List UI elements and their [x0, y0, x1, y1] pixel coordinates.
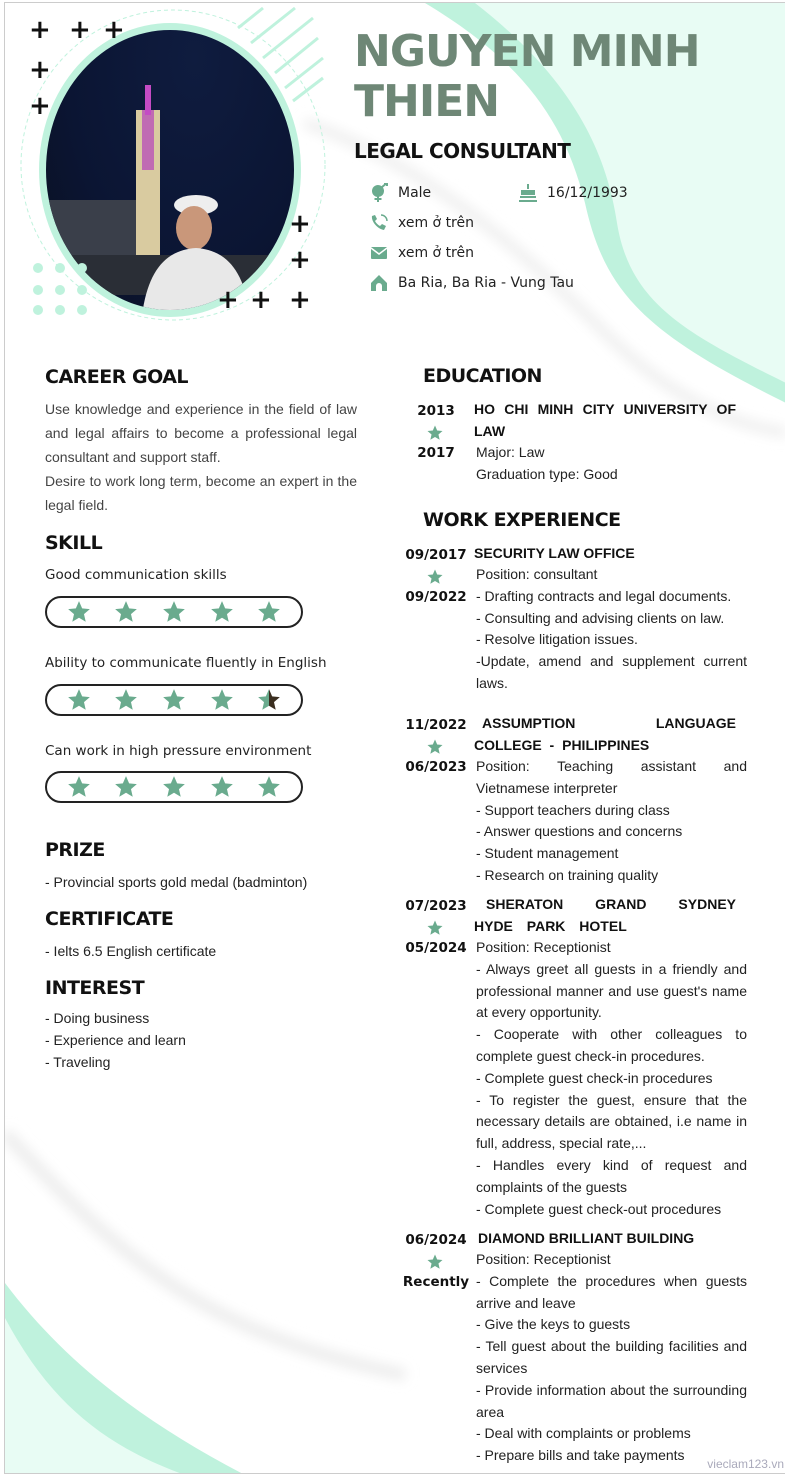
job-duty: - Provide information about the surrounding area — [476, 1381, 747, 1420]
prize-item: - Provincial sports gold medal (badminton) — [45, 874, 308, 890]
email-value: xem ở trên — [398, 245, 474, 261]
prize-heading: PRIZE — [45, 839, 105, 861]
interest-list — [45, 1007, 186, 1073]
star-icon — [66, 774, 92, 800]
star-icon — [113, 687, 139, 713]
job-title: LEGAL CONSULTANT — [354, 139, 571, 163]
plus-decoration: + — [289, 285, 311, 315]
star-icon — [256, 599, 282, 625]
timeline-star-icon — [426, 1253, 444, 1271]
birthday-row — [518, 183, 628, 203]
email-icon — [369, 243, 389, 263]
certificate-item: - Ielts 6.5 English certificate — [45, 943, 217, 959]
gender-row — [369, 183, 431, 203]
cake-icon — [518, 183, 538, 203]
star-icon — [256, 774, 282, 800]
star-icon — [66, 599, 92, 625]
plus-decoration: + — [289, 245, 311, 275]
job-duty: - Support teachers during class — [476, 801, 670, 818]
phone-icon — [369, 213, 389, 233]
job-duty: - Handles every kind of request and complaints of the guests — [476, 1156, 747, 1195]
education-major: Major: Law — [476, 444, 545, 460]
interest-item: - Traveling — [45, 1054, 111, 1070]
name-line-2: THIEN — [354, 76, 500, 127]
job-position: Position: consultant — [476, 566, 598, 582]
job-end-date: 05/2024 — [405, 940, 467, 956]
job-duty: - Complete guest check-out procedures — [476, 1200, 722, 1217]
career-goal-text — [45, 397, 357, 517]
skill-label: Ability to communicate fluently in English — [45, 655, 327, 671]
company-name: SHERATON GRAND SYDNEY HYDE PARK HOTEL — [474, 896, 736, 934]
star-icon — [113, 599, 139, 625]
education-details — [476, 442, 746, 486]
job-duty: - Resolve litigation issues. — [476, 631, 638, 648]
plus-decoration: + — [29, 91, 51, 121]
phone-value: xem ở trên — [398, 215, 474, 231]
plus-decoration: + — [217, 285, 239, 315]
job-duty: - Deal with complaints or problems — [476, 1425, 691, 1442]
job-duty: - Give the keys to guests — [476, 1316, 631, 1333]
job-details — [476, 937, 747, 1220]
education-start-date: 2013 — [417, 403, 455, 419]
job-duty: - Complete guest check-in procedures — [476, 1069, 713, 1086]
job-details — [476, 564, 747, 695]
dot-decoration — [33, 285, 43, 295]
dot-decoration — [55, 285, 65, 295]
job-details — [476, 756, 747, 887]
job-position: Position: Receptionist — [476, 1251, 611, 1267]
plus-decoration: + — [69, 15, 91, 45]
job-duty: - Consulting and advising clients on law. — [476, 609, 725, 626]
work-experience-heading: WORK EXPERIENCE — [423, 509, 621, 531]
job-position: Position: Teaching assistant and Vietnamese interpreter — [476, 758, 747, 796]
timeline-star-icon — [426, 424, 444, 442]
dot-decoration — [33, 305, 43, 315]
company-name: DIAMOND BRILLIANT BUILDING — [478, 1230, 695, 1246]
dot-decoration — [55, 305, 65, 315]
dot-decoration — [77, 263, 87, 273]
job-duty: - Always greet all guests in a friendly and professional manner and use guest's name at every opportunity. — [476, 960, 747, 1021]
job-start-date: 11/2022 — [405, 717, 467, 733]
skill-label: Can work in high pressure environment — [45, 743, 312, 759]
skill-label: Good communication skills — [45, 567, 227, 583]
job-duty: -Update, amend and supplement current laws. — [476, 653, 747, 691]
name-line-1: NGUYEN MINH — [354, 26, 700, 77]
candidate-name — [354, 27, 700, 127]
career-goal-heading: CAREER GOAL — [45, 366, 189, 388]
skill-rating-bar — [45, 771, 303, 803]
job-start-date: 06/2024 — [405, 1232, 467, 1248]
cv-page — [4, 2, 785, 1474]
timeline-star-icon — [426, 738, 444, 756]
cv-content — [5, 3, 785, 1474]
job-duty: - Complete the procedures when guests arrive and leave — [476, 1272, 747, 1311]
plus-decoration: + — [250, 285, 272, 315]
phone-row — [369, 213, 474, 233]
certificate-list — [45, 940, 216, 962]
dot-decoration — [77, 285, 87, 295]
watermark: vieclam123.vn — [707, 1457, 784, 1471]
plus-decoration: + — [29, 55, 51, 85]
job-duty: - To register the guest, ensure that the necessary details are obtained, i.e name in full, address, special rate,... — [476, 1091, 747, 1152]
timeline-star-icon — [426, 568, 444, 586]
interest-item: - Experience and learn — [45, 1032, 186, 1048]
interest-item: - Doing business — [45, 1010, 150, 1026]
education-graduation: Graduation type: Good — [476, 465, 618, 482]
timeline-star-icon — [426, 919, 444, 937]
job-duty: - Answer questions and concerns — [476, 823, 683, 840]
career-goal-line: Desire to work long term, become an expert in the legal field. — [45, 473, 357, 513]
education-end-date: 2017 — [417, 445, 455, 461]
job-details — [476, 1249, 747, 1467]
job-end-date: 06/2023 — [405, 759, 467, 775]
job-end-date: 09/2022 — [405, 589, 467, 605]
job-duty: - Tell guest about the building facilities and services — [476, 1338, 747, 1376]
star-icon — [113, 774, 139, 800]
home-icon — [369, 273, 389, 293]
star-icon — [161, 687, 187, 713]
birthday-value: 16/12/1993 — [547, 185, 628, 201]
company-name: SECURITY LAW OFFICE — [474, 545, 635, 561]
job-duty: - Prepare bills and take payments — [476, 1447, 685, 1464]
skill-rating-bar — [45, 596, 303, 628]
half-star-icon — [256, 687, 282, 713]
avatar-block — [13, 3, 333, 333]
prize-list — [45, 871, 307, 893]
address-row — [369, 273, 574, 293]
job-end-date: Recently — [402, 1274, 470, 1290]
star-icon — [209, 687, 235, 713]
job-position: Position: Receptionist — [476, 939, 611, 955]
job-duty: - Drafting contracts and legal documents. — [476, 587, 732, 604]
address-value: Ba Ria, Ba Ria - Vung Tau — [398, 275, 574, 291]
star-icon — [161, 599, 187, 625]
star-icon — [161, 774, 187, 800]
school-name: HO CHI MINH CITY UNIVERSITY OF LAW — [474, 401, 736, 439]
job-start-date: 07/2023 — [405, 898, 467, 914]
plus-decoration: + — [103, 15, 125, 45]
star-icon — [209, 599, 235, 625]
job-start-date: 09/2017 — [405, 547, 467, 563]
plus-decoration: + — [289, 209, 311, 239]
dot-decoration — [33, 263, 43, 273]
education-heading: EDUCATION — [423, 365, 542, 387]
dot-decoration — [55, 263, 65, 273]
star-icon — [209, 774, 235, 800]
job-duty: - Research on training quality — [476, 866, 659, 883]
job-duty: - Cooperate with other colleagues to complete guest check-in procedures. — [476, 1026, 747, 1064]
skill-heading: SKILL — [45, 532, 103, 554]
plus-decoration: + — [29, 15, 51, 45]
gender-value: Male — [398, 185, 432, 201]
company-name: ASSUMPTION LANGUAGE COLLEGE - PHILIPPINES — [474, 715, 736, 753]
skill-rating-bar — [45, 684, 303, 716]
dot-decoration — [77, 305, 87, 315]
avatar — [39, 23, 301, 317]
career-goal-line: Use knowledge and experience in the field of law and legal affairs to become a professional legal consultant and support staff. — [45, 401, 357, 465]
certificate-heading: CERTIFICATE — [45, 908, 174, 930]
gender-icon — [369, 183, 389, 203]
email-row — [369, 243, 474, 263]
interest-heading: INTEREST — [45, 977, 145, 999]
job-duty: - Student management — [476, 845, 619, 862]
star-icon — [66, 687, 92, 713]
